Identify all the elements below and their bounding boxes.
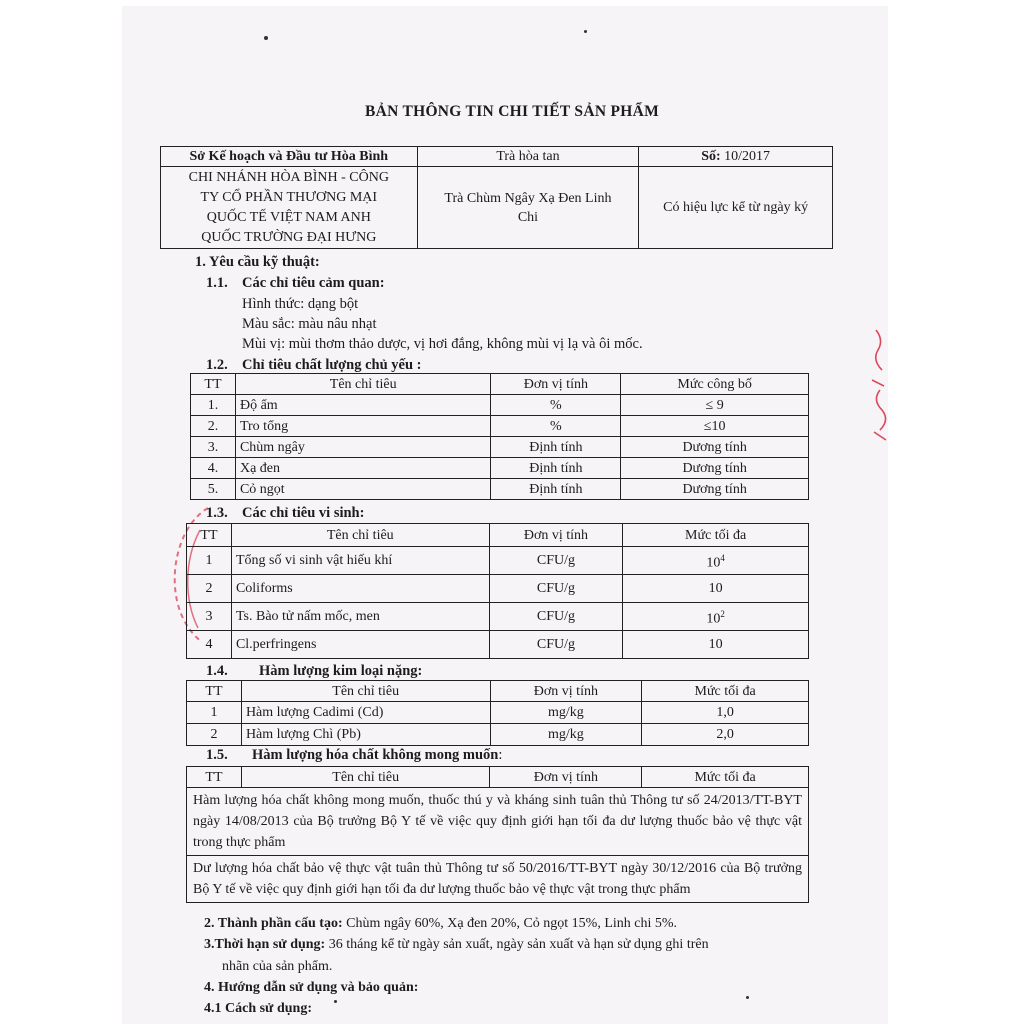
table-row [191, 437, 809, 458]
cell: 1,0 [642, 702, 809, 724]
section-1-5-heading: Hàm lượng hóa chất không mong muốn: [252, 747, 503, 763]
cell: 5. [191, 479, 236, 500]
col-header: Đơn vị tính [490, 767, 642, 788]
composition: 2. Thành phần cấu tạo: Chùm ngây 60%, Xạ đen 20%, Cỏ ngọt 15%, Linh chi 5%. [204, 916, 678, 931]
cell: % [491, 395, 621, 416]
col-header: Tên chỉ tiêu [241, 681, 490, 702]
col-header: Đơn vị tính [489, 524, 623, 547]
page-title: BẢN THÔNG TIN CHI TIẾT SẢN PHẨM [364, 103, 660, 120]
cell: CFU/g [489, 547, 623, 575]
table-row [191, 479, 809, 500]
sensory-line: Mùi vị: mùi thơm thảo dược, vị hơi đắng, không mùi vị lạ và ôi mốc. [242, 336, 643, 352]
col-header: Mức công bố [621, 374, 809, 395]
cell: 10 [623, 575, 809, 603]
table-row [187, 575, 809, 603]
shelf-life-cont: nhãn của sản phẩm. [222, 959, 333, 974]
col-header: Đơn vị tính [490, 681, 642, 702]
cell: 3. [191, 437, 236, 458]
col-header: TT [191, 374, 236, 395]
usage-heading: 4. Hướng dẫn sử dụng và bảo quản: [204, 980, 419, 995]
cell: mg/kg [490, 702, 642, 724]
usage-method-heading: 4.1 Cách sử dụng: [204, 1001, 312, 1016]
table-row [187, 788, 809, 856]
cell: % [491, 416, 621, 437]
document-number: Số: 10/2017 [639, 147, 833, 167]
cell: ≤ 9 [621, 395, 809, 416]
cell: 3 [187, 603, 232, 631]
cell: Hàm lượng hóa chất không mong muốn, thuốc thú y và kháng sinh tuân thủ Thông tư số 24/2013/TT-BYT ngày 14/08/2013 của Bộ trưởng Bộ Y tế về việc quy định giới hạn tối đa dư lượng thuốc bảo vệ thực vật trong thực phẩm [187, 788, 809, 856]
cell: $10^4$ [623, 547, 809, 575]
section-1-4-num: 1.4. [206, 663, 228, 679]
cell: Tổng số vi sinh vật hiếu khí [231, 547, 489, 575]
cell: 4. [191, 458, 236, 479]
section-1-5-num: 1.5. [206, 747, 228, 763]
section-1-1-num: 1.1. [206, 275, 228, 291]
cell: Tro tổng [235, 416, 491, 437]
chemical-table [186, 766, 809, 903]
product-name: Trà Chùm Ngây Xạ Đen Linh Chi [417, 167, 639, 249]
sensory-line: Màu sắc: màu nâu nhạt [242, 316, 377, 332]
section-1-4-heading: Hàm lượng kim loại nặng: [259, 663, 423, 679]
col-header: TT [187, 767, 242, 788]
col-header: Mức tối đa [642, 767, 809, 788]
section-1-2-num: 1.2. [206, 357, 228, 373]
header-table [160, 146, 833, 249]
table-row [187, 603, 809, 631]
cell: 2,0 [642, 724, 809, 746]
section-1-3-heading: Các chỉ tiêu vi sinh: [242, 505, 365, 521]
section-1-heading: 1. Yêu cầu kỹ thuật: [195, 254, 320, 270]
cell: Dương tính [621, 479, 809, 500]
cell: 1 [187, 702, 242, 724]
table-row [191, 416, 809, 437]
cell: Dư lượng hóa chất bảo vệ thực vật tuân thủ Thông tư số 50/2016/TT-BYT ngày 30/12/2016 của Bộ trưởng Bộ Y tế về việc quy định giới hạn tối đa dư lượng thuốc bảo vệ thực vật trong thực phẩm [187, 856, 809, 903]
cell: Định tính [491, 479, 621, 500]
col-header: Tên chỉ tiêu [241, 767, 490, 788]
speck-mark [334, 1000, 337, 1003]
table-row [187, 547, 809, 575]
cell: $10^2$ [623, 603, 809, 631]
cell: 2. [191, 416, 236, 437]
table-row [187, 702, 809, 724]
company-name: CHI NHÁNH HÒA BÌNH - CÔNG TY CỔ PHẦN THƯƠNG MẠI QUỐC TẾ VIỆT NAM ANH QUỐC TRƯỜNG ĐẠI HƯNG [161, 167, 418, 249]
red-handwriting-icon [866, 320, 896, 450]
cell: 10 [623, 631, 809, 659]
heavy-metal-table [186, 680, 809, 746]
cell: Dương tính [621, 437, 809, 458]
table-row [187, 856, 809, 903]
product-category: Trà hòa tan [417, 147, 639, 167]
shelf-life: 3.Thời hạn sử dụng: 36 tháng kể từ ngày sản xuất, ngày sản xuất và hạn sử dụng ghi trên [204, 937, 709, 952]
cell: Định tính [491, 458, 621, 479]
col-header: Đơn vị tính [491, 374, 621, 395]
cell: Dương tính [621, 458, 809, 479]
validity-note: Có hiệu lực kể từ ngày ký [639, 167, 833, 249]
cell: Cỏ ngọt [235, 479, 491, 500]
cell: ≤10 [621, 416, 809, 437]
table-row [187, 631, 809, 659]
microbial-table [186, 523, 809, 659]
cell: 1 [187, 547, 232, 575]
org-name: Sở Kế hoạch và Đầu tư Hòa Bình [161, 147, 418, 167]
cell: Hàm lượng Chì (Pb) [241, 724, 490, 746]
table-row [191, 395, 809, 416]
cell: Coliforms [231, 575, 489, 603]
table-row [191, 458, 809, 479]
cell: 2 [187, 575, 232, 603]
col-header: TT [187, 524, 232, 547]
speck-mark [746, 996, 749, 999]
col-header: Mức tối đa [642, 681, 809, 702]
sensory-line: Hình thức: dạng bột [242, 296, 359, 312]
cell: 1. [191, 395, 236, 416]
quality-table [190, 373, 809, 500]
section-1-1-heading: Các chỉ tiêu cảm quan: [242, 275, 385, 291]
table-row [187, 724, 809, 746]
speck-mark [264, 36, 268, 40]
cell: 2 [187, 724, 242, 746]
cell: 4 [187, 631, 232, 659]
col-header: Mức tối đa [623, 524, 809, 547]
speck-mark [584, 30, 587, 33]
cell: mg/kg [490, 724, 642, 746]
cell: CFU/g [489, 575, 623, 603]
section-1-3-num: 1.3. [206, 505, 228, 521]
cell: Định tính [491, 437, 621, 458]
cell: Độ ẩm [235, 395, 491, 416]
cell: Cl.perfringens [231, 631, 489, 659]
section-1-2-heading: Chỉ tiêu chất lượng chủ yếu : [242, 357, 422, 373]
cell: CFU/g [489, 603, 623, 631]
col-header: TT [187, 681, 242, 702]
col-header: Tên chỉ tiêu [235, 374, 491, 395]
cell: Hàm lượng Cadimi (Cd) [241, 702, 490, 724]
cell: Ts. Bào tử nấm mốc, men [231, 603, 489, 631]
cell: Chùm ngây [235, 437, 491, 458]
col-header: Tên chỉ tiêu [231, 524, 489, 547]
cell: Xạ đen [235, 458, 491, 479]
cell: CFU/g [489, 631, 623, 659]
